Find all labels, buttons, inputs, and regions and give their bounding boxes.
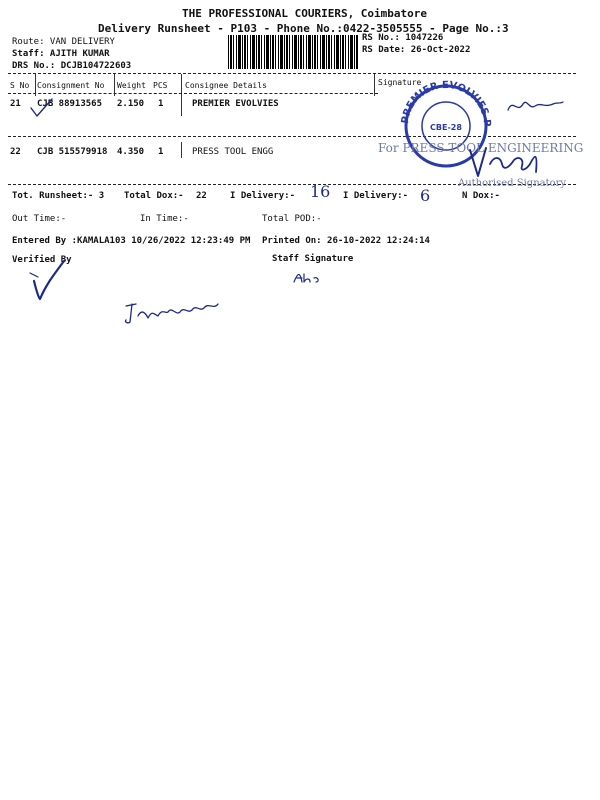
out-time: Out Time:- xyxy=(12,214,67,224)
staff-text: Staff: AJITH KUMAR xyxy=(12,49,110,59)
total-dox-label: Total Dox:- xyxy=(124,191,184,201)
row-pcs: 1 xyxy=(158,99,164,109)
delivery-label: I Delivery:- xyxy=(230,191,296,201)
row-consignment: CJB 88913565 xyxy=(37,99,103,109)
header-signature: Signature xyxy=(378,78,422,87)
runsheet-title: Delivery Runsheet - P103 - Phone No.:0422-3505555 - Page No.:3 xyxy=(98,22,509,35)
stamp-center-text: CBE-28 xyxy=(430,123,462,132)
undelivery-handwritten: 6 xyxy=(420,186,431,205)
row-weight: 2.150 xyxy=(117,99,145,109)
undelivery-label: I Delivery:- xyxy=(343,191,409,201)
table-top-rule xyxy=(8,73,576,74)
tick-mark xyxy=(28,96,58,122)
staff-signature-label: Staff Signature xyxy=(272,254,354,264)
total-runsheet: Tot. Runsheet:- 3 xyxy=(12,191,105,201)
printed-on: Printed On: 26-10-2022 12:24:14 xyxy=(262,236,430,246)
header-bottom-rule xyxy=(8,93,378,94)
stamp-signature xyxy=(505,92,565,122)
drs-number: DRS No.: DCJB104722603 xyxy=(12,61,132,71)
press-tool-stamp-text: For PRESS TOOL ENGINEERING xyxy=(378,141,584,155)
barcode xyxy=(228,35,358,69)
route-text: Route: VAN DELIVERY xyxy=(12,37,115,47)
verified-by: Verified By xyxy=(12,255,72,265)
rs-date: RS Date: 26-Oct-2022 xyxy=(362,45,471,55)
entered-by: Entered By :KAMALA103 10/26/2022 12:23:49 PM xyxy=(12,236,251,246)
row-weight: 4.350 xyxy=(117,147,145,157)
staff-signature xyxy=(290,268,330,288)
header-consignee: Consignee Details xyxy=(185,81,267,90)
header-weight: Weight xyxy=(117,81,146,90)
row-consignee: PREMIER EVOLVIES xyxy=(192,99,279,109)
pin-dox-label: N Dox:- xyxy=(462,191,500,201)
total-dox-value: 22 xyxy=(196,191,207,201)
total-pod: Total POD:- xyxy=(262,214,322,224)
svg-text:PREMIER EVOLVIES PVT LTD xyxy=(384,70,492,127)
header-consignment: Consignment No xyxy=(37,81,105,90)
row-sno: 21 xyxy=(10,99,21,109)
in-time: In Time:- xyxy=(140,214,189,224)
header-pcs: PCS xyxy=(153,81,168,90)
authorised-signatory-text: Authorised Signatory xyxy=(458,178,567,189)
column-divider xyxy=(181,96,182,116)
stamp-ring-text: PREMIER EVOLVIES PVT LTD xyxy=(383,70,493,128)
handwritten-signature xyxy=(466,142,546,182)
row-consignee: PRESS TOOL ENGG xyxy=(192,147,274,157)
row-consignment: CJB 515579918 xyxy=(37,147,108,157)
company-title: THE PROFESSIONAL COURIERS, Coimbatore xyxy=(182,7,428,20)
receiver-signature xyxy=(118,292,238,328)
delivery-handwritten: 16 xyxy=(310,182,331,201)
rs-number: RS No.: 1047226 xyxy=(362,33,444,43)
column-divider xyxy=(181,142,182,158)
row-sno: 22 xyxy=(10,147,21,157)
verified-signature xyxy=(28,255,78,305)
header-sno: S No xyxy=(10,81,30,90)
row-pcs: 1 xyxy=(158,147,164,157)
